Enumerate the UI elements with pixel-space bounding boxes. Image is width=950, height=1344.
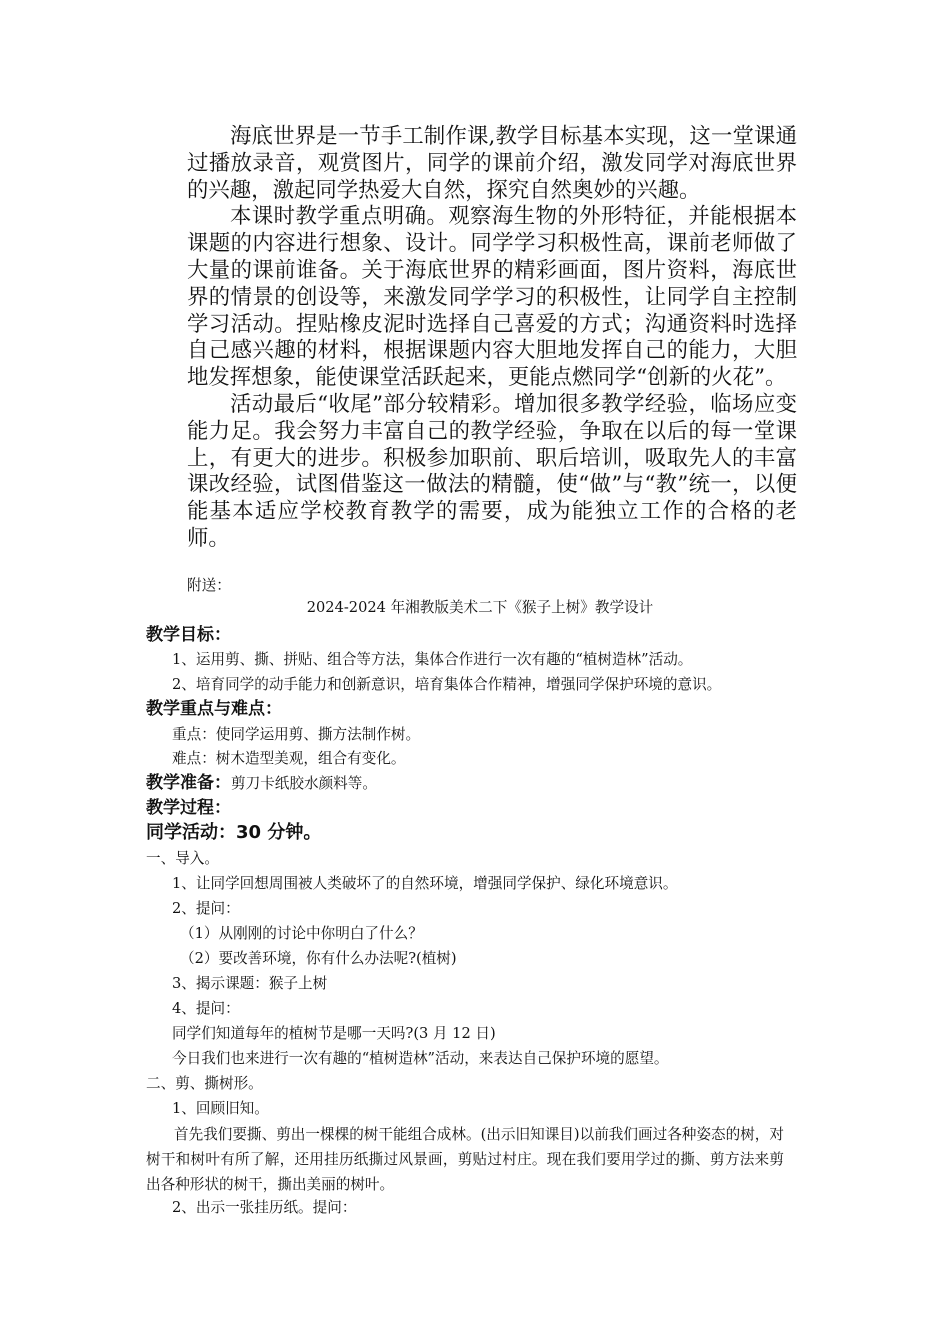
- section-1-question-3: 同学们知道每年的植树节是哪一天吗?(3 月 12 日): [172, 1025, 496, 1042]
- key-points-heading: 教学重点与难点：: [146, 699, 282, 719]
- goals-heading: 教学目标：: [146, 625, 231, 645]
- section-1-item-1: 1、让同学回想周围被人类破坏了的自然环境，增强同学保护、绿化环境意识。: [172, 875, 678, 892]
- section-1-item-2: 2、提问：: [172, 900, 240, 917]
- appendix-label: 附送：: [187, 577, 231, 594]
- reflection-section: [187, 124, 797, 553]
- goal-2: 2、培育同学的动手能力和创新意识，培育集体合作精神，增强同学保护环境的意识。: [172, 676, 722, 693]
- reflection-paragraph-3: 活动最后“收尾”部分较精彩。增加很多教学经验，临场应变能力足。我会努力丰富自己的教学经验，争取在以后的每一堂课上，有更大的进步。积极参加职前、职后培训，吸取先人的丰富课改经验，试图借鉴这一做法的精髓，使“做”与“教”统一，以便能基本适应学校教育教学的需要，成为能独立工作的合格的老师。: [187, 391, 797, 551]
- section-1-question-2: （2）要改善环境，你有什么办法呢?(植树): [180, 950, 457, 967]
- preparation-heading: 教学准备：: [146, 773, 231, 793]
- difficulty: 难点：树木造型美观，组合有变化。: [172, 750, 406, 767]
- design-title: 2024-2024 年湘教版美术二下《猴子上树》教学设计: [306, 599, 654, 616]
- section-1-item-4: 4、提问：: [172, 1000, 240, 1017]
- reflection-paragraph-1: 海底世界是一节手工制作课,教学目标基本实现，这一堂课通过播放录音，观赏图片，同学的课前介绍，激发同学对海底世界的兴趣，激起同学热爱大自然，探究自然奥妙的兴趣。: [187, 124, 797, 203]
- section-2-item-2: 2、出示一张挂历纸。提问：: [172, 1199, 357, 1216]
- key-point: 重点：使同学运用剪、撕方法制作树。: [172, 726, 421, 743]
- process-heading: 教学过程：: [146, 798, 231, 818]
- goal-1: 1、运用剪、撕、拼贴、组合等方法，集体合作进行一次有趣的“植树造林”活动。: [172, 651, 693, 668]
- section-1-question-1: （1）从刚刚的讨论中你明白了什么？: [180, 925, 423, 942]
- section-1-question-4: 今日我们也来进行一次有趣的“植树造林”活动，来表达自己保护环境的愿望。: [172, 1050, 669, 1067]
- section-2-paragraph: 首先我们要撕、剪出一棵棵的树干能组合成林。(出示旧知课目)以前我们画过各种姿态的树，对树干和树叶有所了解，还用挂历纸撕过风景画，剪贴过村庄。现在我们要用学过的撕、剪方法来剪出各种形状的树干，撕出美丽的树叶。: [146, 1126, 784, 1193]
- activity-heading: 同学活动：30 分钟。: [146, 822, 322, 843]
- section-2-heading: 二、剪、撕树形。: [146, 1075, 263, 1092]
- reflection-paragraph-2: 本课时教学重点明确。观察海生物的外形特征，并能根据本课题的内容进行想象、设计。同学学习积极性高，课前老师做了大量的课前谁备。关于海底世界的精彩画面，图片资料，海底世界的情景的创设等，来激发同学学习的积极性，让同学自主控制学习活动。捏贴橡皮泥时选择自己喜爱的方式；沟通资料时选择自己感兴趣的材料，根据课题内容大胆地发挥自己的能力，大胆地发挥想象，能使课堂活跃起来，更能点燃同学“创新的火花”。: [187, 204, 797, 391]
- section-1-heading: 一、导入。: [146, 850, 219, 867]
- preparation-text: 剪刀卡纸胶水颜料等。: [231, 775, 377, 792]
- section-2-item-1: 1、回顾旧知。: [172, 1100, 269, 1117]
- section-1-item-3: 3、揭示课题：猴子上树: [172, 975, 328, 992]
- preparation-line: [146, 774, 377, 793]
